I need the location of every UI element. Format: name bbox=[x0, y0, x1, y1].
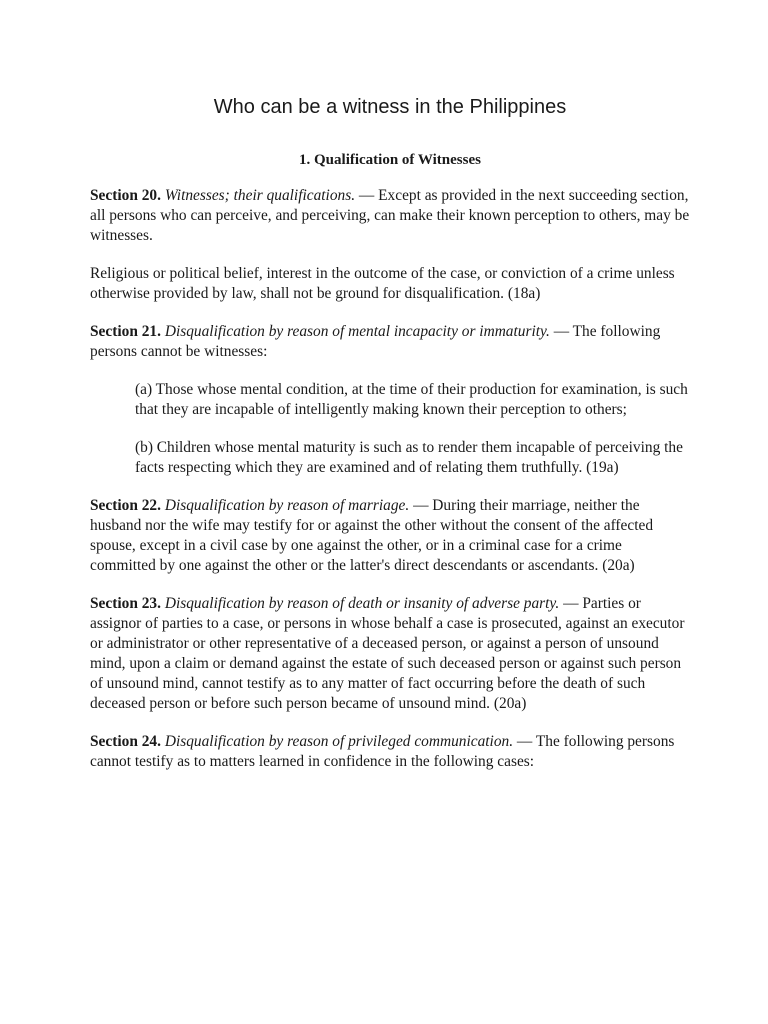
section-21-title: Disqualification by reason of mental incapacity or immaturity. bbox=[164, 323, 550, 340]
section-20-text: — Except as provided in the next succeeding section, all persons who can perceive, and perceiving, can make their known perception to others, may be witnesses. bbox=[90, 187, 690, 244]
section-20-number: Section 20. bbox=[90, 187, 161, 204]
section-22-paragraph bbox=[90, 496, 690, 576]
section-22-title: Disqualification by reason of marriage. bbox=[164, 497, 410, 514]
section-20-paragraph bbox=[90, 186, 690, 246]
document-title: Who can be a witness in the Philippines bbox=[213, 96, 567, 118]
section-24-title: Disqualification by reason of privileged communication. bbox=[164, 733, 514, 750]
section-24-paragraph bbox=[90, 732, 690, 772]
section-22-text: — During their marriage, neither the husband nor the wife may testify for or against the other without the consent of the affected spouse, except in a civil case by one against the other, or in a criminal case for a crime committed by one against the other or the latter's direct descendants or ascendants. (20a) bbox=[90, 497, 654, 574]
section-heading: 1. Qualification of Witnesses bbox=[299, 152, 481, 168]
section-22-number: Section 22. bbox=[90, 497, 161, 514]
section-23-number: Section 23. bbox=[90, 595, 161, 612]
religious-belief-paragraph: Religious or political belief, interest in the outcome of the case, or conviction of a crime unless otherwise provided by law, shall not be ground for disqualification. (18a) bbox=[90, 265, 675, 302]
section-21-number: Section 21. bbox=[90, 323, 161, 340]
section-24-number: Section 24. bbox=[90, 733, 161, 750]
section-20-title: Witnesses; their qualifications. bbox=[164, 187, 356, 204]
section-23-paragraph bbox=[90, 594, 690, 714]
section-21-item-a: (a) Those whose mental condition, at the time of their production for examination, is such that they are incapable of intelligently making known their perception to others; bbox=[135, 381, 688, 418]
section-23-title: Disqualification by reason of death or insanity of adverse party. bbox=[164, 595, 560, 612]
section-24-text: — The following persons cannot testify as to matters learned in confidence in the following cases: bbox=[90, 733, 675, 770]
section-21-item-b: (b) Children whose mental maturity is such as to render them incapable of perceiving the facts respecting which they are examined and of relating them truthfully. (19a) bbox=[135, 439, 683, 476]
document-page bbox=[90, 92, 690, 772]
section-21-paragraph bbox=[90, 322, 690, 362]
section-23-text: — Parties or assignor of parties to a case, or persons in whose behalf a case is prosecuted, against an executor or administrator or other representative of a deceased person, or against a person of unsound mind, upon a claim or demand against the estate of such deceased person or against such person of unsound mind, cannot testify as to any matter of fact occurring before the death of such deceased person or before such person became of unsound mind. (20a) bbox=[90, 595, 685, 712]
section-21-text: — The following persons cannot be witnesses: bbox=[90, 323, 661, 360]
